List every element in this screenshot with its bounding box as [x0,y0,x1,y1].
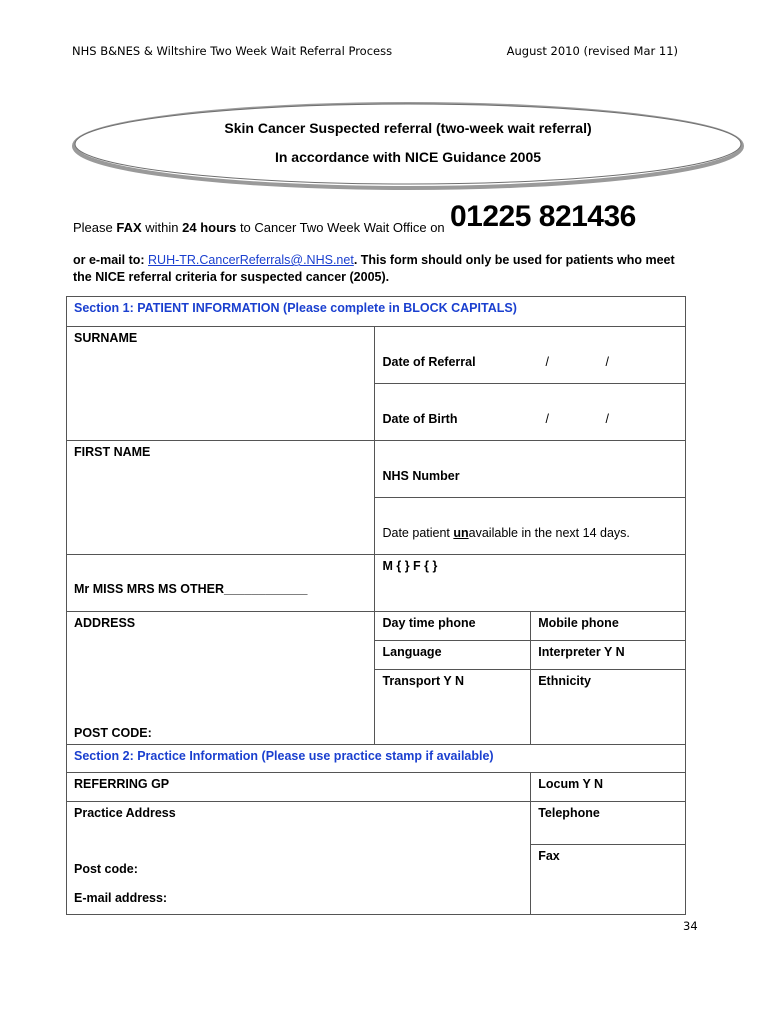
fax-field[interactable]: Fax [531,844,686,914]
address-field[interactable]: ADDRESS [67,612,375,726]
header-left: NHS B&NES & Wiltshire Two Week Wait Referral Process [72,44,393,58]
email-instruction: or e-mail to: RUH-TR.CancerReferrals@.NHS.net. This form should only be used for patients who meet the NICE referral criteria for suspected cancer (2005). [73,253,675,284]
language-field[interactable]: Language [375,641,531,670]
ethnicity-field[interactable]: Ethnicity [531,670,686,745]
form-subtitle: In accordance with NICE Guidance 2005 [274,149,542,165]
fax-instruction: Please FAX within 24 hours to Cancer Two Week Wait Office on 01225 821436 [73,200,636,235]
practice-address-field[interactable]: Practice Address Post code: E-mail address: [67,801,531,914]
referral-form-table [66,296,686,915]
date-of-referral-field[interactable]: Date of Referral / / [375,327,686,384]
post-code-field[interactable]: POST CODE: [67,726,375,745]
page-number: 34 [683,919,698,933]
section2-title: Section 2: Practice Information (Please use practice stamp if available) [67,744,686,772]
title-options[interactable]: Mr MISS MRS MS OTHER____________ [67,555,375,612]
title-banner [70,100,746,192]
banner-ellipse [70,100,746,192]
interpreter-field[interactable]: Interpreter Y N [531,641,686,670]
mobile-phone-field[interactable]: Mobile phone [531,612,686,641]
fax-number: 01225 821436 [450,200,636,233]
section1-title: Section 1: PATIENT INFORMATION (Please complete in BLOCK CAPITALS) [67,297,686,327]
sex-field[interactable]: M { } F { } [375,555,686,612]
locum-field[interactable]: Locum Y N [531,772,686,801]
date-of-birth-field[interactable]: Date of Birth / / [375,384,686,441]
telephone-field[interactable]: Telephone [531,801,686,844]
email-link[interactable]: RUH-TR.CancerReferrals@.NHS.net [148,253,354,267]
first-name-field[interactable]: FIRST NAME [67,441,375,555]
day-phone-field[interactable]: Day time phone [375,612,531,641]
unavailable-dates-field[interactable]: Date patient unavailable in the next 14 days. [375,498,686,555]
nhs-number-field[interactable]: NHS Number [375,441,686,498]
header-right: August 2010 (revised Mar 11) [506,44,678,58]
referring-gp-field[interactable]: REFERRING GP [67,772,531,801]
transport-field[interactable]: Transport Y N [375,670,531,745]
surname-field[interactable]: SURNAME [67,327,375,441]
form-title: Skin Cancer Suspected referral (two-week wait referral) [224,120,592,136]
